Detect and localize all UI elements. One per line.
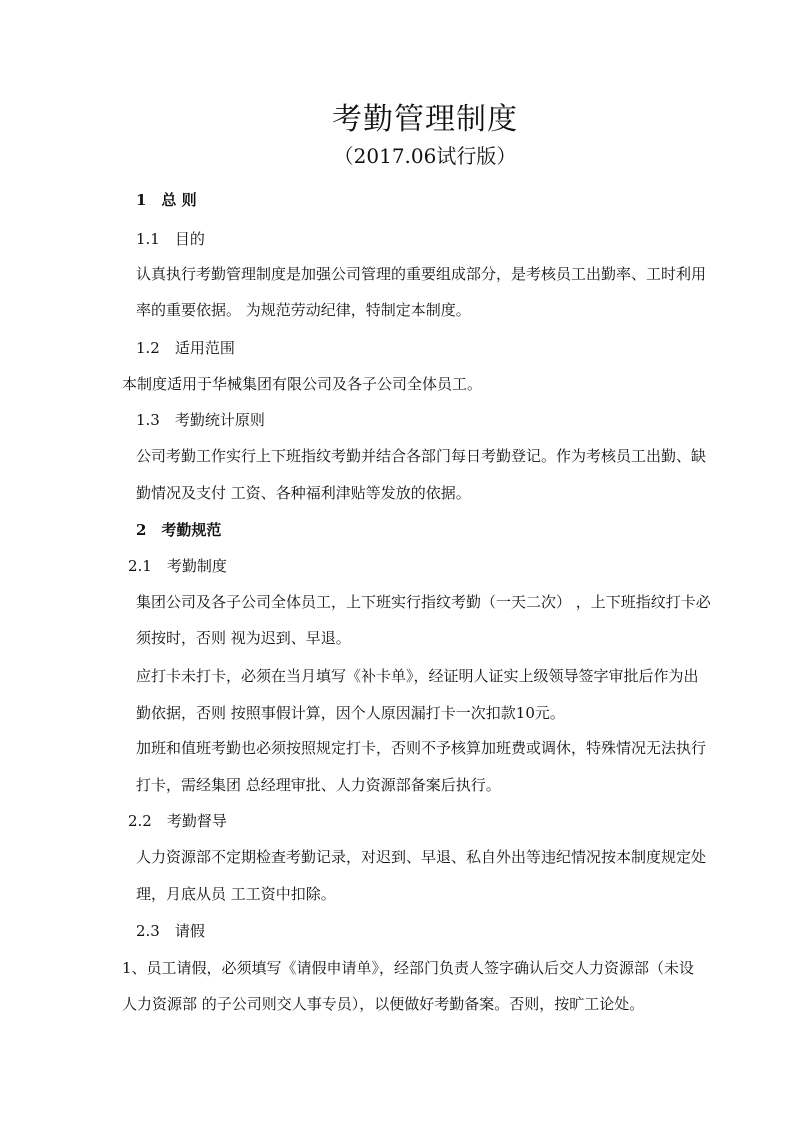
- paragraph-line: 应打卡未打卡，必须在当月填写《补卡单》，经证明人证实上级领导签字审批后作为出: [136, 667, 699, 685]
- paragraph-line: 认真执行考勤管理制度是加强公司管理的重要组成部分，是考核员工出勤率、工时利用: [136, 265, 707, 283]
- paragraph-line: 人力资源部 的子公司则交人事专员），以便做好考勤备案。否则，按旷工论处。: [122, 995, 645, 1013]
- subsection-heading-purpose: 1.1 目的: [136, 230, 205, 248]
- subsection-heading-scope: 1.2 适用范围: [136, 339, 235, 357]
- paragraph-line: 须按时，否则 视为迟到、早退。: [136, 629, 351, 647]
- paragraph-line: 打卡，需经集团 总经理审批、人力资源部备案后执行。: [136, 776, 501, 794]
- paragraph-line: 集团公司及各子公司全体员工，上下班实行指纹考勤（一天二次） ，上下班指纹打卡必: [136, 593, 711, 611]
- paragraph-line: 人力资源部不定期检查考勤记录，对迟到、早退、私自外出等违纪情况按本制度规定处: [136, 848, 707, 866]
- paragraph-line: 勤情况及支付 工资、各种福利津贴等发放的依据。: [136, 484, 471, 502]
- subsection-heading-supervision: 2.2 考勤督导: [128, 812, 227, 830]
- subsection-heading-attendance-system: 2.1 考勤制度: [128, 557, 227, 575]
- section-heading-general: 1 总 则: [136, 191, 197, 209]
- paragraph-line: 勤依据，否则 按照事假计算，因个人原因漏打卡一次扣款10元。: [136, 704, 565, 722]
- paragraph-line: 加班和值班考勤也必须按照规定打卡，否则不予核算加班费或调休，特殊情况无法执行: [136, 739, 707, 757]
- paragraph-line: 1、员工请假，必须填写《请假申请单》，经部门负责人签字确认后交人力资源部（未设: [122, 959, 695, 977]
- subsection-heading-statistics: 1.3 考勤统计原则: [136, 411, 265, 429]
- paragraph-line: 率的重要依据。 为规范劳动纪律，特制定本制度。: [136, 301, 471, 319]
- document-subtitle: （2017.06试行版）: [333, 144, 517, 168]
- paragraph-line: 公司考勤工作实行上下班指纹考勤并结合各部门每日考勤登记。作为考核员工出勤、缺: [136, 447, 707, 465]
- document-title: 考勤管理制度: [332, 102, 518, 137]
- section-heading-attendance-rules: 2 考勤规范: [136, 521, 222, 539]
- paragraph-line: 本制度适用于华械集团有限公司及各子公司全体员工。: [122, 375, 483, 393]
- paragraph-line: 理，月底从员 工工资中扣除。: [136, 885, 336, 903]
- subsection-heading-leave: 2.3 请假: [136, 922, 205, 940]
